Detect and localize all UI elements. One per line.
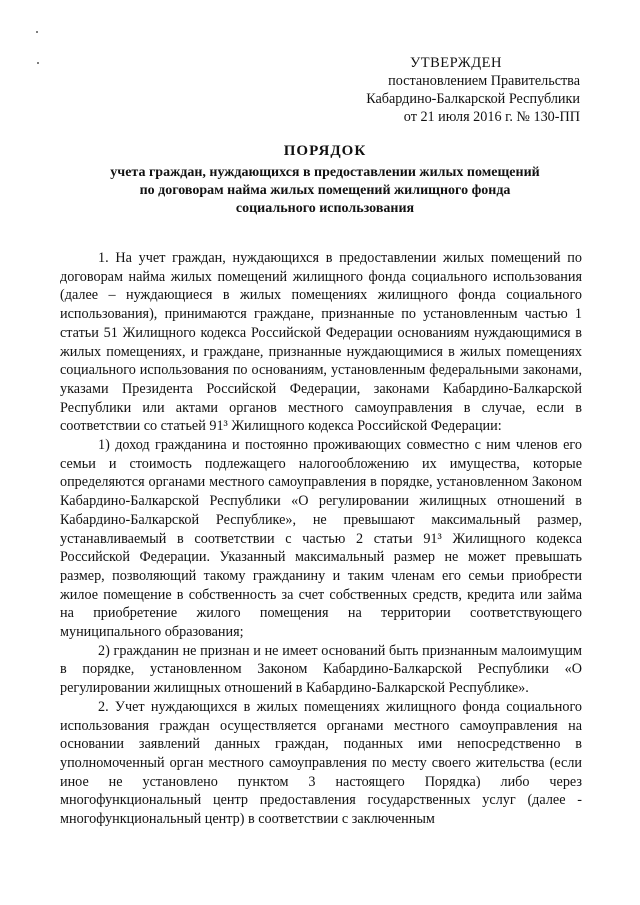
approval-stamp-block (320, 54, 580, 126)
subtitle-line: учета граждан, нуждающихся в предоставлении жилых помещений (110, 165, 540, 180)
subtitle-line: социального использования (235, 201, 415, 216)
paragraph-1-item-1: 1) доход гражданина и постоянно проживающих совместно с ним членов его семьи и стоимость подлежащего налогообложению их имущества, которые определяются органами местного самоуправления в порядке, установленном Законом Кабардино-Балкарской Республики «О регулировании жилищных отношений в Кабардино-Балкарской Республике», не превышают максимальный размер, устанавливаемый в соответствии с частью 2 статьи 91³ Жилищного кодекса Российской Федерации. Указанный максимальный размер не может превышать размер, позволяющий такому гражданину и таким членам его семьи приобрести жилое помещение в собственность за счет собственных средств, кредита или займа на приобретение жилого помещения на территории соответствующего муниципального образования; (60, 437, 582, 641)
document-subtitle (60, 164, 590, 218)
paragraph-1-item-2: 2) гражданин не признан и не имеет оснований быть признанным малоимущим в порядке, установленном Законом Кабардино-Балкарской Республики «О регулировании жилищных отношений в Кабардино-Балкарской Республике». (60, 642, 582, 697)
document-title: ПОРЯДОК (283, 143, 367, 159)
paragraph-1: 1. На учет граждан, нуждающихся в предоставлении жилых помещений по договорам найма жилых помещений жилищного фонда социального использования (далее – нуждающиеся в жилых помещениях жилищного фонда социального использования), принимаются граждане, признанные по установленным частью 1 статьи 51 Жилищного кодекса Российской Федерации основаниям нуждающимися в жилых помещениях, и граждане, признанные нуждающимися в жилых помещениях социального использования по основаниям, установленным федеральными законами, указами Президента Российской Федерации, законами Кабардино-Балкарской Республики или актами органов местного самоуправления в случае, если в соответствии со статьей 91³ Жилищного кодекса Российской Федерации: (60, 250, 582, 435)
approval-title: УТВЕРЖДЕН (410, 55, 502, 71)
document-body (60, 249, 582, 829)
approval-line: от 21 июля 2016 г. № 130-ПП (403, 109, 580, 125)
approval-line: Кабардино-Балкарской Республики (366, 91, 580, 107)
scan-speck (37, 62, 39, 64)
scan-speck (36, 31, 38, 33)
paragraph-2: 2. Учет нуждающихся в жилых помещениях жилищного фонда социального использования граждан осуществляется органами местного самоуправления на основании заявлений данных граждан, поданных ими непосредственно в уполномоченный орган местного самоуправления по месту своего жительства (если иное не установлено пунктом 3 настоящего Порядка) либо через многофункциональный центр предоставления государственных услуг (далее - многофункциональный центр) в соответствии с заключенным (60, 698, 582, 828)
approval-line: постановлением Правительства (388, 73, 580, 89)
subtitle-line: по договорам найма жилых помещений жилищного фонда (139, 183, 511, 198)
